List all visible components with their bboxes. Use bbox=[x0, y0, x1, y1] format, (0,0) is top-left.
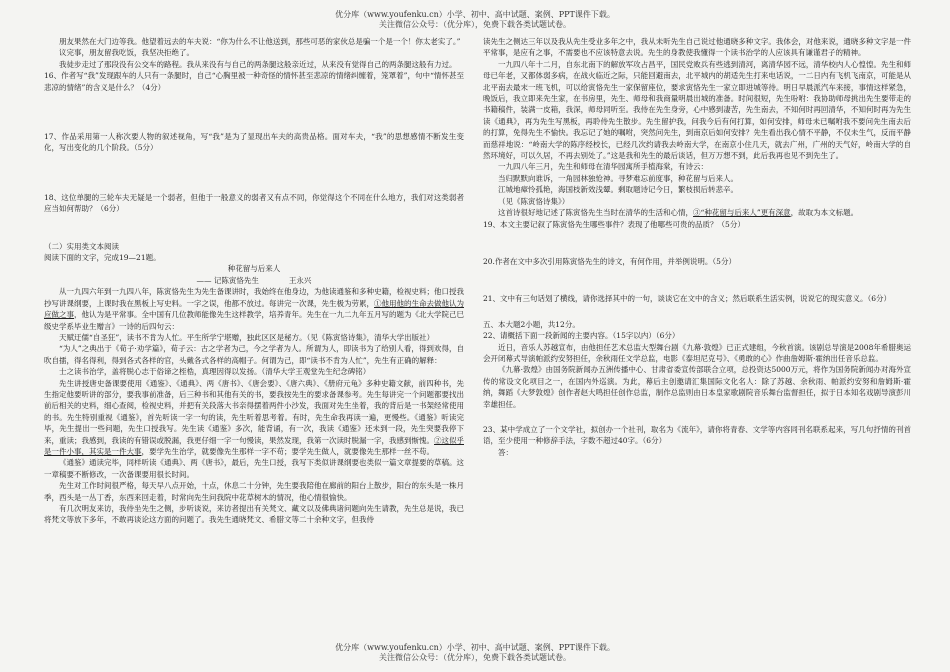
story-paragraph: 议完事，朋友留我吃饭，我坚决拒绝了。 bbox=[59, 48, 194, 58]
header-line-2: 关注微信公众号：（优分库），免费下载各类试题试卷。 bbox=[379, 20, 571, 29]
poem-line: 当归默默向谁诉，一角园林独怆神。寻梦难忘前度事，种花留与后来人。 bbox=[498, 173, 738, 183]
section-heading: （二）实用类文本阅读 bbox=[44, 241, 119, 251]
page-footer bbox=[0, 643, 950, 663]
right-column bbox=[483, 36, 911, 458]
news-paragraph: 近日，音乐人苏越宣布，由他担任艺术总监大型舞台剧《九幕·敦煌》已正式建组，今秋首演。该剧总导演是2008年希腊奥运会开闭幕式导演帕派约安努担任，余秋雨任文学总监，电影《泰坦尼克号》、《勇敢的心》作曲詹姆斯·霍纳出任音乐总监。 bbox=[483, 342, 911, 363]
question-21: 21、文中有三句话划了横线，请你选择其中的一句，谈谈它在文中的含义；然后联系生活实例，说说它的现实意义。（6分） bbox=[483, 294, 892, 304]
footer-line-1: 优分库（www.youfenku.cn）小学、初中、高中试题、案例、PPT课件下载。 bbox=[335, 643, 615, 652]
question-22: 22、请概括下面一段新闻的主要内容。（15字以内）（6分） bbox=[483, 331, 680, 341]
question-20: 20.作者在文中多次引用陈寅恪先生的诗文，有何作用，并举例说明。（5分） bbox=[483, 256, 736, 266]
news-paragraph: 《九幕·敦煌》由国务院新闻办五洲传播中心、甘肃省委宣传部联合立项，总投资达5000万元，将作为国务院新闻办对海外宣传的常设文化项目之一，在国内外巡演。为此，幕后主创邀请汇集国际文化名人：除了苏越、余秋雨、帕派约安努和詹姆斯·霍纳，舞蹈《大梦敦煌》创作者赵大鸣担任创作总监，制作总监则由日本皇家歌剧院音乐舞台监督担任，拟于日本知名戏剧导演彭川幸雄担任。 bbox=[483, 365, 911, 409]
answer-label: 答： bbox=[498, 447, 513, 457]
article-paragraph: 先生讲授唐史备课要使用《通鉴》、《通典》、两《唐书》、《唐会要》、《唐六典》、《册府元龟》多种史籍文献，前四种书，先生指定他要听讲的部分，要我事前准备，后三种书和其他有关的书，要我按先生的要求备课参考。先生每讲完一个问题都要找出前后相关的史料，细心查阅，检视史料，并把有关段落大书亲得摆着两件小沙发，我面对先生坐着，我的背后是一书架经常使用的书。先生特别重视《通鉴》，首先听读一字一句的读，先生听着思考着。有时，先生命我再读一遍，更慢些。《通鉴》听读完毕，先生提出一些问题，先生口授我写。先生读《通鉴》多次，能背诵，有一次，我读《通鉴》还未到一段，先生突要我停下来，重读；我感到，我读的有错误或脱漏，我更仔细一字一句慢读，果然发现，我第一次读时脱漏一字，我感到惭愧。②这似乎是一件小事，其实是一件大事，要学先生治学，就要像先生那样一字不苟；要学先生做人，就要像先生那样一丝不苟。 bbox=[44, 378, 464, 456]
poem-line: 江城地瘴怜孤艳，海国枝新效浅颦。剩取题诗记今日，繁枝损后转悲辛。 bbox=[498, 185, 738, 195]
question-19: 19、本文主要记叙了陈寅恪先生哪些事件？表现了他哪些可贵的品质？（5分） bbox=[483, 219, 745, 229]
article-paragraph: 有几次明友来访，我侍坐先生之侧，步听谈说，来访者提出有关梵文、藏文以及佛典诸问题向先生请教，先生总是说，我已将梵文等放下多年，不敢再谈论这方面的问题了。我先生通晓梵文、希腊文等二十余种文字，但我侍 bbox=[44, 504, 464, 525]
article-subtitle: —— 记陈寅恪先生 王永兴 bbox=[196, 275, 312, 285]
header-line-1: 优分库（www.youfenku.cn）小学、初中、高中试题、案例、PPT课件下载。 bbox=[335, 10, 615, 19]
page-header bbox=[0, 10, 950, 30]
article-paragraph: 这首诗很好地记述了陈寅恪先生当时在清华的生活和心情，③“种花留与后来人”更有深意，故取为本文标题。 bbox=[498, 208, 859, 218]
article-title: 种花留与后来人 bbox=[227, 264, 281, 274]
article-paragraph: 《通鉴》通读完毕，同样听读《通典》、两《唐书》，最后，先生口授，我写下类似讲课纲要也类似一篇文章提要的草稿。这一章稿要不断修改，一次备课要用很长时间。 bbox=[44, 458, 464, 479]
question-18: 18、这位单腿的三轮车夫无疑是一个弱者，但他于一般意义的弱者又有点不同，你觉得这个不同在什么地方，我们对这类弱者应当如何帮助？（6分） bbox=[44, 192, 464, 214]
article-paragraph: 读先生之侧达三年以及我从先生受业多年之中，我从未听先生自己说过他通晓多种文字。我体会，对他来说，通晓多种文字是一件平常事，是应有之事，不需要也不应该特意去说。先生的身教使我懂得一个读书治学的人应该具有谦谨君子的精神。 bbox=[483, 37, 911, 58]
section-heading: 五、本大题2小题，共12分。 bbox=[483, 319, 580, 329]
underlined-sentence-2: ②这似乎是一件小事，其实是一件大事 bbox=[44, 435, 464, 456]
left-column bbox=[44, 36, 464, 526]
underlined-sentence-3: ③“种花留与后来人”更有深意 bbox=[693, 208, 791, 218]
article-paragraph: 一九四八年十二月，自东北南下的解放军攻占昌平，国民党败兵有些逃到清河，离清华园不远，清华校内人心惶惶。先生和师母已年老，又都体弱多病，在战火临近之际，只能回避南去，北平城内的胡适先生打来电话说，一二日内有飞机飞南京，可能是从北平南去最末一班飞机，可以给寅恪先生一家保留座位，要求寅恪先生一家立即进城等待。明日早晨派汽车来接，事情这样紧急，晚饭后，我立即来先生家，在书房里，先生、师母和我商量明晨出城的准备。时间很短，先生吩咐：我协助师母挑出先生要带走的书籍稿件，装满一皮箱，我深，师母同听至。我侍在先生身旁，心中感到凄苦，先生南去，不知何时再回清华，不知何时再为先生读《通典》，再为先生写黑板，再聆侍先生散步。先生留护我，问我今后有何打算，如何安排，师母未已嘱咐我不要问先生南去后的打算，免得先生不愉快。我忘记了她的嘱咐，突然问先生，到南京后如何安排？先生看出我心情不平静，不仅未生气，反而平静而慈祥地说：“岭南大学的陈序经校长，已经几次约请我去岭南大学，在南京小住几天，就去广州，广州的天气好，岭南大学的自然环境好，可以久居，不再去别处了。”这是我和先生的最后谈话，但万万想不到，此后我再也见不到先生了。 bbox=[483, 59, 911, 161]
article-paragraph: 先生对工作时间很严格，每天早八点开始，十点，休息二十分钟，先生要我陪他在廊前的阳台上散步，阳台的东头是一株月季，西头是一丛丁香，东西来回走着，时常向先生问我院中花草树木的情况，他心情很愉快。 bbox=[44, 481, 464, 502]
poem-quote: 天赋迂儒“自圣狂”，读书不肯为人忙。平生所学宁堪赠，独此区区是秘方。（见《陈寅恪诗集》，清华大学出版社） bbox=[59, 332, 435, 342]
quote-line: 士之读书治学，盖将脱心志于俗谛之桎梏，真理因得以发扬。（清华大学王观堂先生纪念碑铭） bbox=[59, 367, 371, 377]
article-paragraph: 从一九四六年到一九四八年，陈寅恪先生为先生备课讲时，我始终在他身边，为他读通鉴和多种史籍，检视史料；他口授我抄写讲课纲要，上课时我在黑板上写史料。一字之误，他都不放过。每讲完一次课，先生极为劳累，①他用他的生命去做他认为应做之事，他认为是平常事。全中国有几位教师能像先生这样教学，培养青年。先生在一九二九年五月写的题为《北大学院己巳级史学系毕业生赠言》一诗的后四句云： bbox=[44, 287, 464, 331]
story-paragraph: 我徒步走过了那段没有公交车的路程。我从来没有与自己的两条腿这般亲近过，从来没有觉得自己的两条腿这般有力过。 bbox=[59, 59, 457, 69]
reading-instruction: 阅读下面的文字，完成19—21题。 bbox=[44, 253, 161, 263]
underlined-sentence-1: ①他用他的生命去做他认为应做之事 bbox=[44, 298, 464, 320]
poem-source: （见《陈寅恪诗集》） bbox=[498, 196, 570, 206]
question-23: 23、某中学成立了一个文学社，拟创办一个社刊，取名为《流年》，请你将青春、文学等内容同刊名联系起来，写几句抒情的刊首语，至少使用一种修辞手法，字数不超过40字。（6分） bbox=[483, 424, 911, 446]
story-paragraph: 朋友果然在大门边等我。他望着远去的车夫说：“你为什么不让他送到，那些可恶的家伙总是骗一个是一个！你太老实了。” bbox=[59, 37, 461, 46]
footer-line-2: 关注微信公众号：（优分库），免费下载各类试题试卷。 bbox=[379, 653, 571, 662]
article-paragraph: 一九四八年三月，先生和师母在清华园寓所手植海棠，有诗云： bbox=[498, 162, 708, 172]
article-paragraph: “为人”之典出于《荀子·劝学篇》，荀子云：古之学者为己，今之学者为人。所谓为人，即读书为了给别人看，得到欢得，自吹自擂，得名得利，得到各式各样的官，头戴各式各样的高帽子。何谓为己，即“读书不肯为人忙”，先生有正确的解释： bbox=[44, 344, 464, 365]
question-17: 17、作品采用第一人称次要人物的叙述视角，写“我”是为了显现出车夫的高贵品格。面对车夫，“我”的思想感情不断发生变化，写出变化的几个阶段。（5分） bbox=[44, 132, 464, 153]
question-16: 16、作者写“我”发现跟车的人只有一条腿时，自己“心胸里被一种奇怪的情怀甚至悲凉的情绪纠缠着，笼罩着”，句中“情怀甚至悲凉的情绪”的含义是什么？（4分） bbox=[44, 71, 464, 92]
